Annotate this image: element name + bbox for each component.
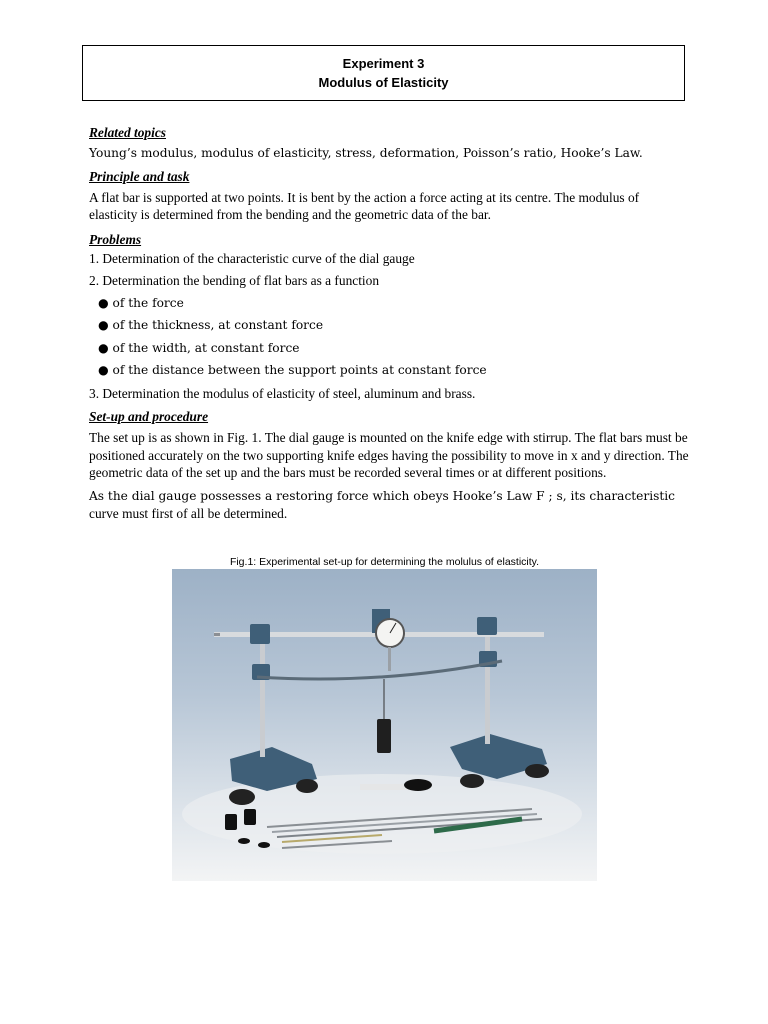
problem-item-3: 3. Determination the modulus of elasticity of steel, aluminum and brass. [89,385,476,401]
setup-paragraph-2 [89,487,689,523]
problem-bullet-force: ● of the force [98,295,184,310]
related-topics-heading: Related topics [89,125,166,140]
problems-heading: Problems [89,231,142,247]
setup-paragraph-2-line-1: As the dial gauge possesses a restoring force which obeys Hooke’s Law F ; s, its characteristic [89,488,675,503]
experiment-title-box [82,45,685,101]
apparatus-illustration [172,569,597,881]
figure-caption: Fig.1: Experimental set-up for determining the molulus of elasticity. [229,556,540,568]
setup-paragraph-2-line-2: curve must first of all be determined. [89,506,288,521]
setup-heading: Set-up and procedure [89,409,209,424]
experiment-number: Experiment 3 [342,56,425,71]
apparatus-photo [172,569,597,881]
experiment-title: Modulus of Elasticity [318,75,449,90]
setup-paragraph-1: The set up is as shown in Fig. 1. The dial gauge is mounted on the knife edge with stirrup. The flat bars must be positioned accurately on the two supporting knife edges having the possibility to move in x and y direction. The geometric data of the set up and the bars must be recorded several times or at different positions. [89,430,689,480]
problem-bullet-width: ● of the width, at constant force [98,340,300,355]
problem-item-2: 2. Determination the bending of flat bars as a function [89,273,380,288]
related-topics-text: Young’s modulus, modulus of elasticity, stress, deformation, Poisson’s ratio, Hooke’s Law. [89,146,643,160]
document-body [89,123,689,527]
problem-item-1: 1. Determination of the characteristic curve of the dial gauge [89,250,415,266]
principle-heading: Principle and task [89,168,190,184]
problem-bullet-thickness: ● of the thickness, at constant force [98,318,324,332]
problem-bullet-distance: ● of the distance between the support points at constant force [98,363,487,377]
principle-text: A flat bar is supported at two points. It is bent by the action a force acting at its centre. The modulus of elasticity is determined from the bending and the geometric data of the bar. [89,189,640,222]
